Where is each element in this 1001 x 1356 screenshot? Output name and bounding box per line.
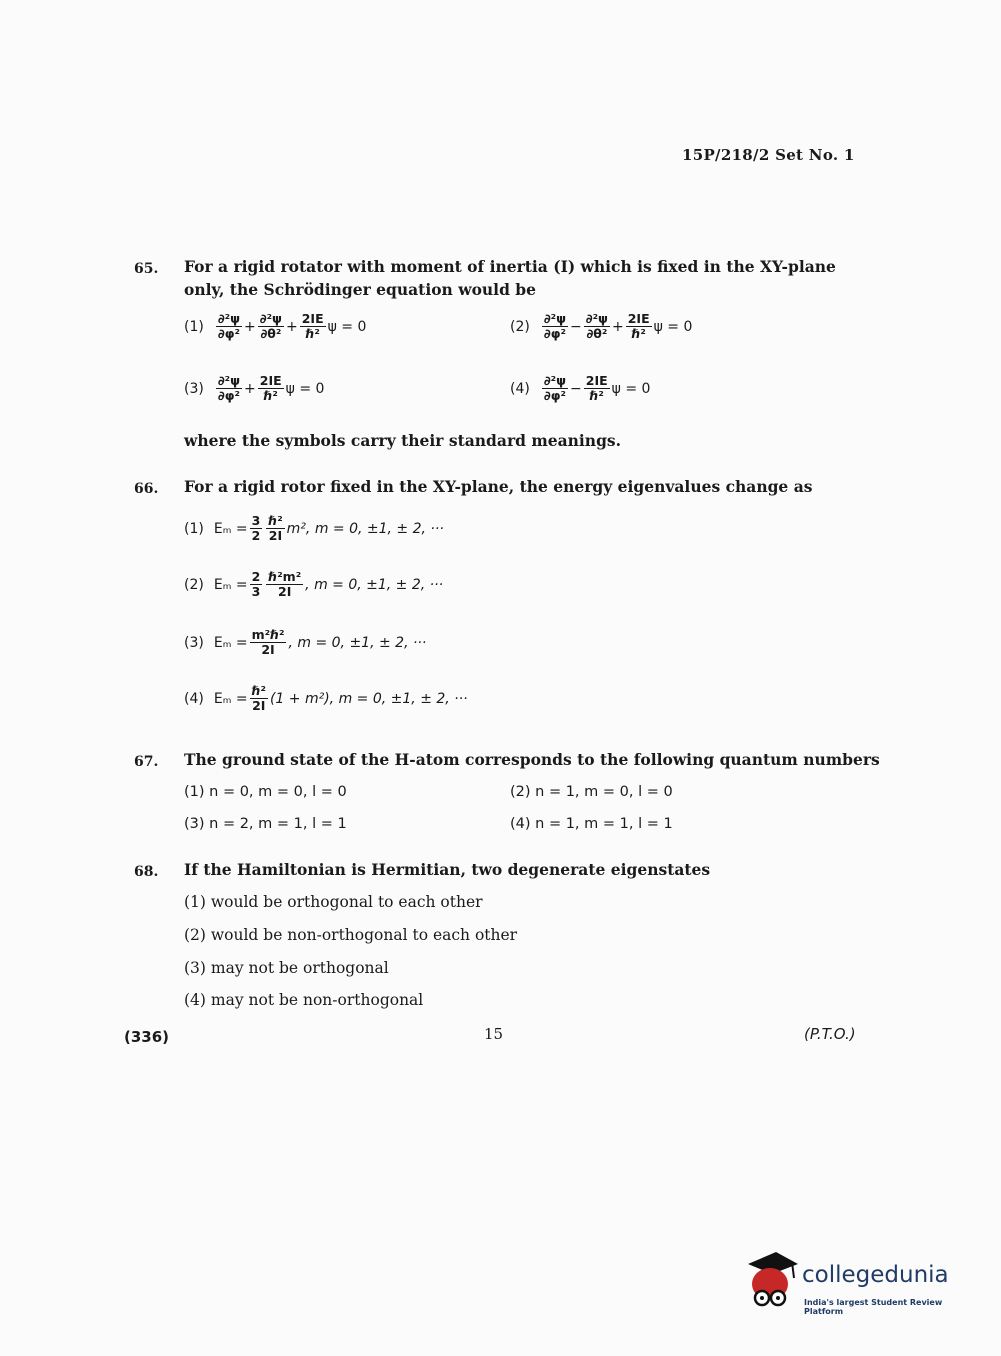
q65-option-4: (4) $\frac{\text{∂²ψ}}{\text{∂φ²}}$ − $\frac{2IE}{\text{ℏ²}}$ ψ = 0 [510, 373, 651, 403]
footer-pto: (P.T.O.) [804, 1025, 856, 1043]
q68-option-3: (3) may not be orthogonal [184, 959, 389, 977]
q68-option-2: (2) would be non-orthogonal to each other [184, 926, 518, 944]
question-65-text-line2: only, the Schrödinger equation would be [184, 280, 536, 299]
question-67-text: The ground state of the H-atom corresponds to the following quantum numbers [184, 750, 880, 769]
q65-option-2: (2) $\frac{\text{∂²ψ}}{\text{∂φ²}}$ − $\frac{\text{∂²ψ}}{\text{∂θ²}}$ + $\frac{2IE}{\text{ℏ²}}$ ψ = 0 [510, 311, 693, 341]
q67-option-4: (4) n = 1, m = 1, l = 1 [510, 816, 673, 832]
collegedunia-logo [742, 1250, 972, 1320]
mascot-icon [742, 1250, 800, 1314]
q67-option-3: (3) n = 2, m = 1, l = 1 [184, 816, 347, 832]
q66-option-4: (4) Eₘ = $\frac{\text{ℏ²}}{2I}$ (1 + m²), m = 0, ±1, ± 2, ··· [184, 683, 468, 713]
q65-option-1: (1) $\frac{\text{∂²ψ}}{\text{∂φ²}}$ + $\frac{\text{∂²ψ}}{\text{∂θ²}}$ + $\frac{2IE}{\text{ℏ²}}$ ψ = 0 [184, 311, 367, 341]
question-68-number: 68. [134, 864, 159, 880]
question-66-text: For a rigid rotor fixed in the XY-plane, the energy eigenvalues change as [184, 477, 813, 496]
question-67-number: 67. [134, 754, 159, 770]
q65-footnote: where the symbols carry their standard meanings. [184, 431, 622, 450]
q66-option-1: (1) Eₘ = $\frac{3}{2}$ $\frac{\text{ℏ²}}{2I}$ m², m = 0, ±1, ± 2, ··· [184, 513, 444, 543]
question-65-number: 65. [134, 261, 159, 277]
q68-option-4: (4) may not be non-orthogonal [184, 991, 424, 1009]
logo-tagline: India's largest Student Review Platform [804, 1298, 943, 1316]
question-68-text: If the Hamiltonian is Hermitian, two degenerate eigenstates [184, 860, 711, 879]
q65-option-3: (3) $\frac{\text{∂²ψ}}{\text{∂φ²}}$ + $\frac{2IE}{\text{ℏ²}}$ ψ = 0 [184, 373, 325, 403]
question-66-number: 66. [134, 481, 159, 497]
footer-code: (336) [124, 1028, 170, 1046]
q66-option-2: (2) Eₘ = $\frac{2}{3}$ $\frac{\text{ℏ²m²}}{2I}$ , m = 0, ±1, ± 2, ··· [184, 569, 444, 599]
q68-option-1: (1) would be orthogonal to each other [184, 893, 483, 911]
page-header-code: 15P/218/2 Set No. 1 [682, 146, 855, 164]
footer-page-number: 15 [484, 1025, 504, 1043]
q67-option-1: (1) n = 0, m = 0, l = 0 [184, 784, 347, 800]
q67-option-2: (2) n = 1, m = 0, l = 0 [510, 784, 673, 800]
question-65-text-line1: For a rigid rotator with moment of inertia (I) which is fixed in the XY-plane [184, 257, 836, 276]
q66-option-3: (3) Eₘ = $\frac{\text{m²ℏ²}}{2I}$ , m = 0, ±1, ± 2, ··· [184, 627, 427, 657]
logo-name: collegedunia [802, 1262, 949, 1288]
